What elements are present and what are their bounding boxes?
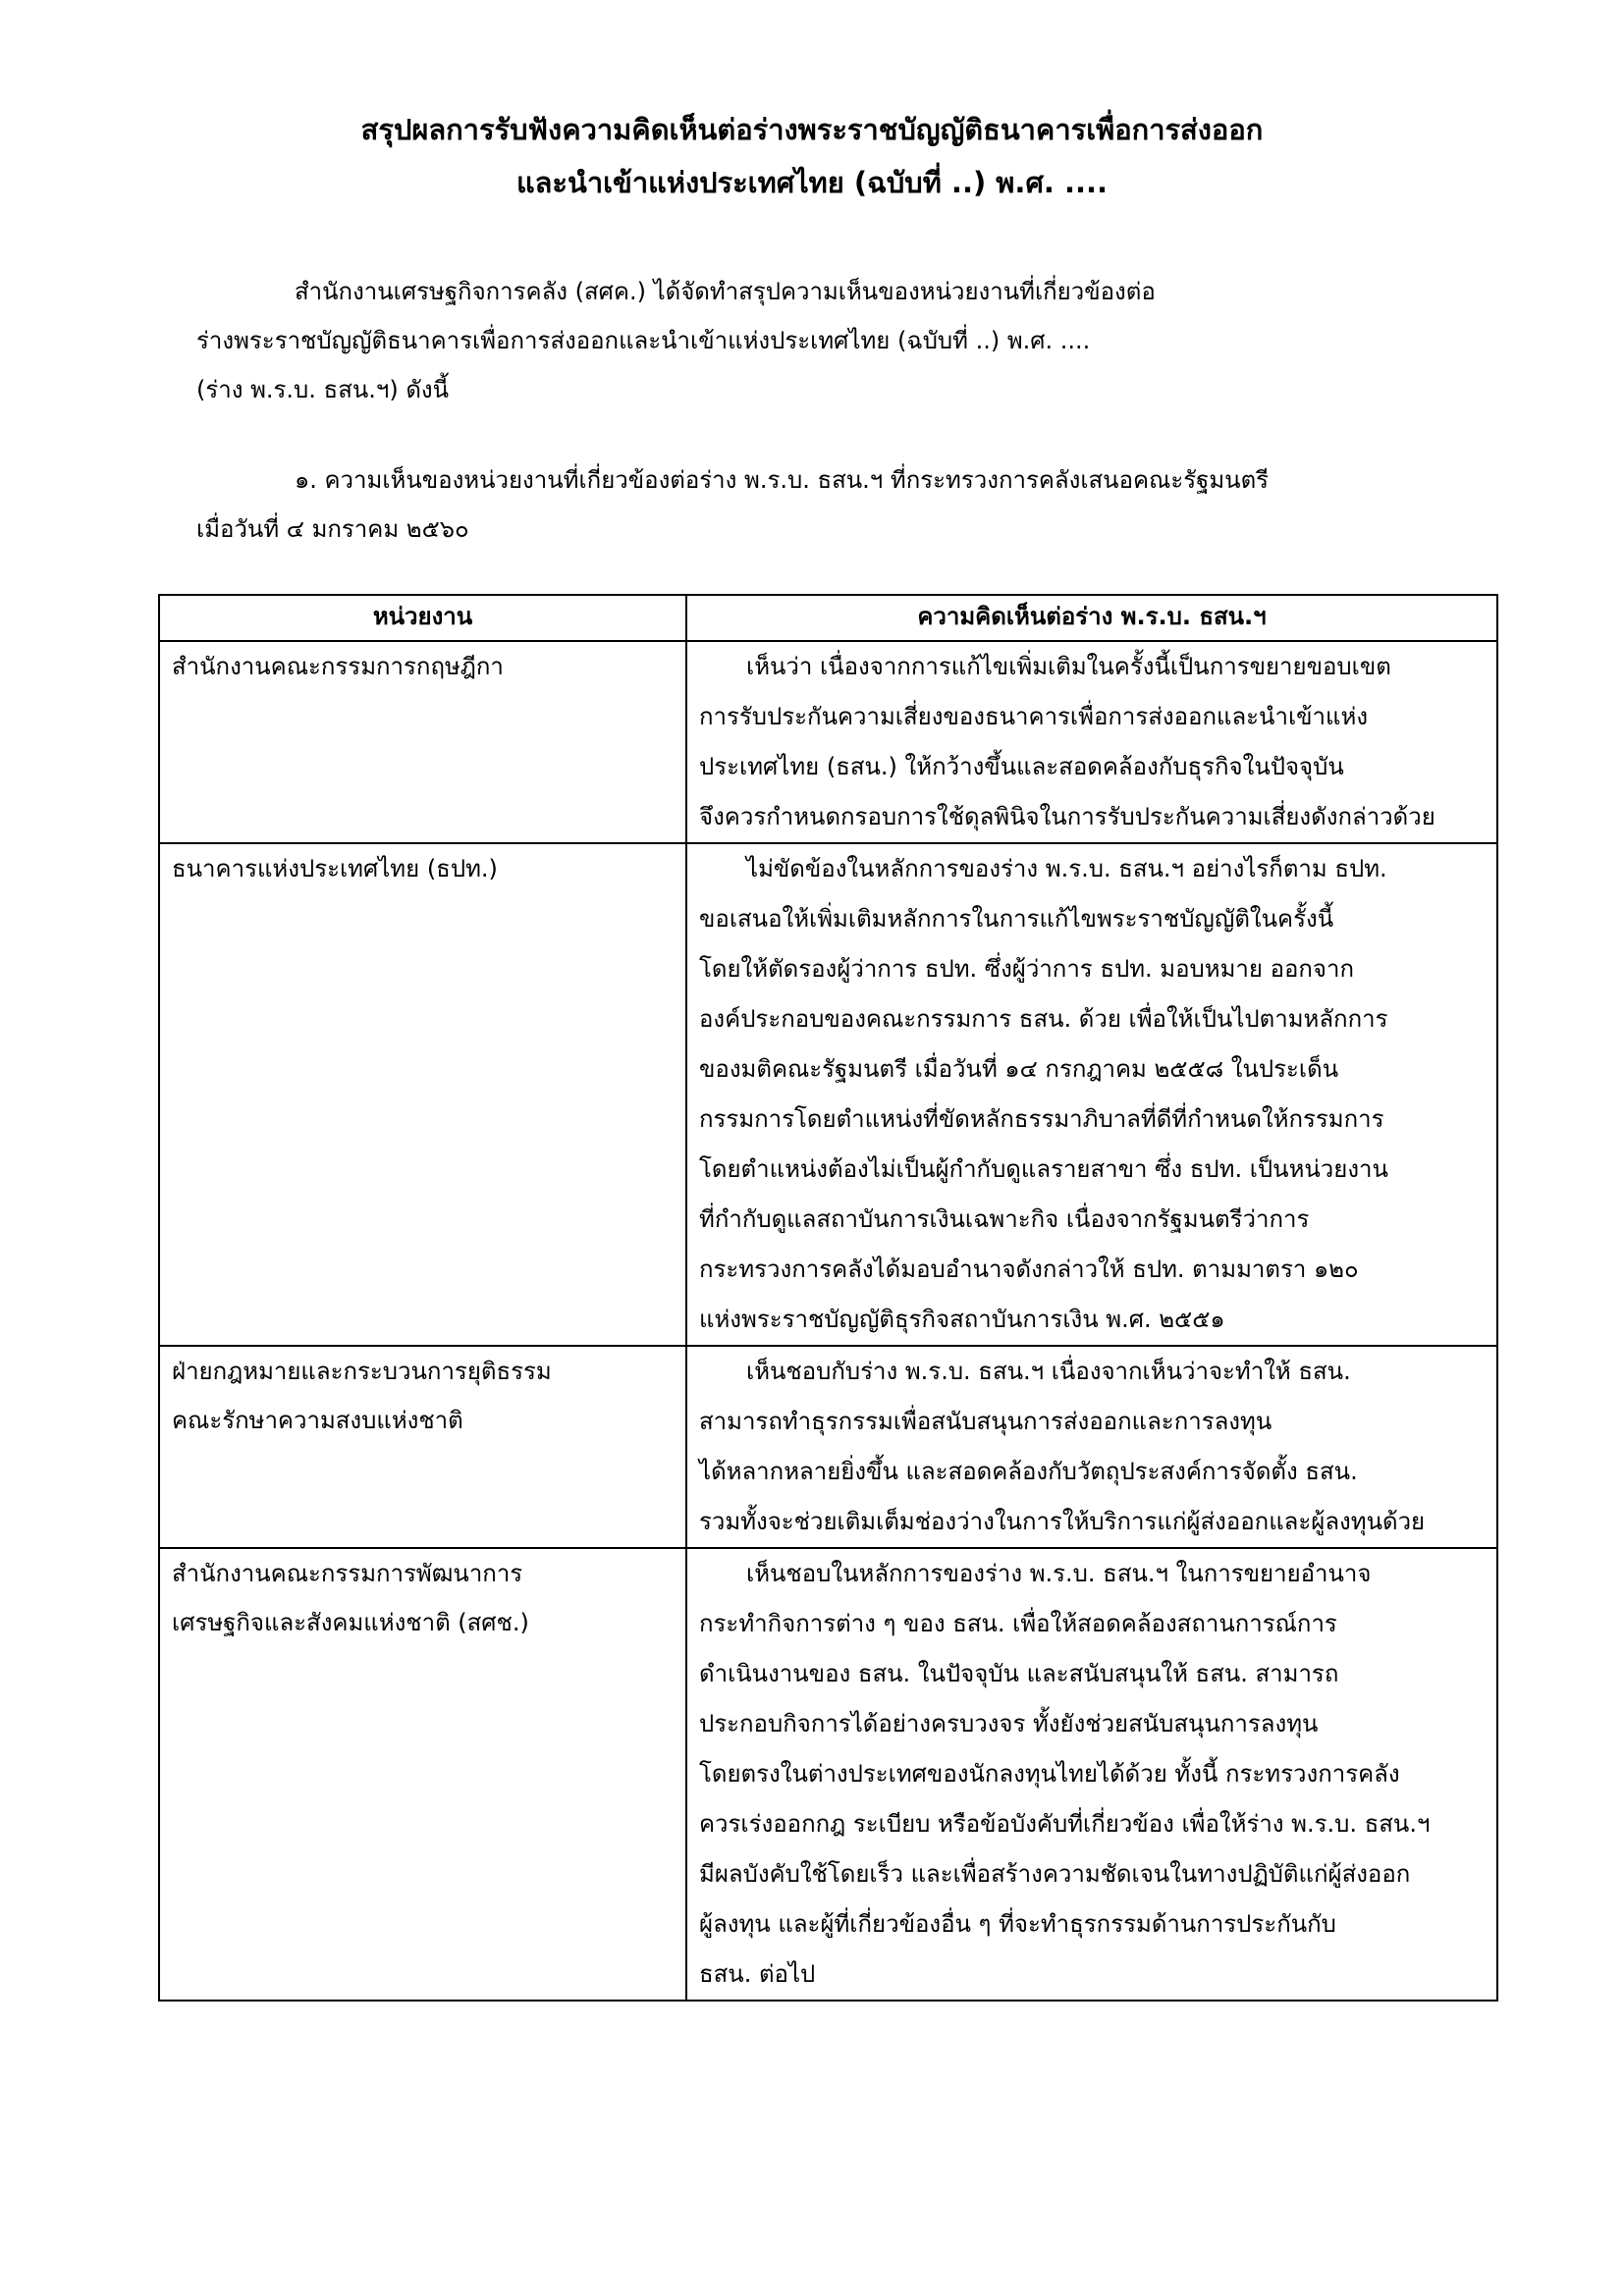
intro-line1: สำนักงานเศรษฐกิจการคลัง (สศค.) ได้จัดทำสรุปความเห็นของหน่วยงานที่เกี่ยวข้องต่อ bbox=[295, 278, 1156, 305]
opinion-cell bbox=[686, 1548, 1497, 2001]
opinion-line: ขอเสนอให้เพิ่มเติมหลักการในการแก้ไขพระราชบัญญัติในครั้งนี้ bbox=[699, 905, 1334, 933]
table-row bbox=[159, 843, 1497, 1346]
header-agency: หน่วยงาน bbox=[159, 595, 686, 641]
agency-cell bbox=[159, 641, 686, 843]
intro-line2: ร่างพระราชบัญญัติธนาคารเพื่อการส่งออกและนำเข้าแห่งประเทศไทย (ฉบับที่ ..) พ.ศ. .... bbox=[196, 327, 1091, 354]
opinion-line: โดยให้ตัดรองผู้ว่าการ ธปท. ซึ่งผู้ว่าการ ธปท. มอบหมาย ออกจาก bbox=[699, 955, 1354, 983]
agency-line: ธนาคารแห่งประเทศไทย (ธปท.) bbox=[172, 855, 498, 882]
opinion-line: ควรเร่งออกกฎ ระเบียบ หรือข้อบังคับที่เกี่ยวข้อง เพื่อให้ร่าง พ.ร.บ. ธสน.ฯ bbox=[699, 1810, 1431, 1838]
opinion-line: โดยตำแหน่งต้องไม่เป็นผู้กำกับดูแลรายสาขา ซึ่ง ธปท. เป็นหน่วยงาน bbox=[699, 1155, 1388, 1183]
opinion-line: มีผลบังคับใช้โดยเร็ว และเพื่อสร้างความชัดเจนในทางปฏิบัติแก่ผู้ส่งออก bbox=[699, 1860, 1411, 1888]
opinion-line: จึงควรกำหนดกรอบการใช้ดุลพินิจในการรับประกันความเสี่ยงดังกล่าวด้วย bbox=[699, 803, 1435, 830]
section1-line2: เมื่อวันที่ ๔ มกราคม ๒๕๖๐ bbox=[196, 515, 469, 543]
agency-line: สำนักงานคณะกรรมการกฤษฎีกา bbox=[172, 653, 504, 680]
opinions-table bbox=[158, 594, 1498, 2002]
agency-line: ฝ่ายกฎหมายและกระบวนการยุติธรรม bbox=[172, 1358, 552, 1385]
opinion-line: กระทำกิจการต่าง ๆ ของ ธสน. เพื่อให้สอดคล้องสถานการณ์การ bbox=[699, 1610, 1337, 1637]
section1-line1: ๑. ความเห็นของหน่วยงานที่เกี่ยวข้องต่อร่าง พ.ร.บ. ธสน.ฯ ที่กระทรวงการคลังเสนอคณะรัฐมนตรี bbox=[295, 466, 1270, 494]
opinion-line: ดำเนินงานของ ธสน. ในปัจจุบัน และสนับสนุนให้ ธสน. สามารถ bbox=[699, 1660, 1339, 1687]
opinion-line: ประเทศไทย (ธสน.) ให้กว้างขึ้นและสอดคล้องกับธุรกิจในปัจจุบัน bbox=[699, 753, 1344, 780]
agency-line: สำนักงานคณะกรรมการพัฒนาการ bbox=[172, 1560, 523, 1587]
opinion-line: เห็นชอบกับร่าง พ.ร.บ. ธสน.ฯ เนื่องจากเห็นว่าจะทำให้ ธสน. bbox=[746, 1358, 1351, 1385]
agency-cell bbox=[159, 843, 686, 1346]
table-row bbox=[159, 1548, 1497, 2001]
opinion-line: โดยตรงในต่างประเทศของนักลงทุนไทยได้ด้วย ทั้งนี้ กระทรวงการคลัง bbox=[699, 1760, 1400, 1788]
opinion-line: กระทรวงการคลังได้มอบอำนาจดังกล่าวให้ ธปท. ตามมาตรา ๑๒๐ bbox=[699, 1255, 1359, 1283]
opinion-line: ประกอบกิจการได้อย่างครบวงจร ทั้งยังช่วยสนับสนุนการลงทุน bbox=[699, 1710, 1319, 1737]
opinion-line: สามารถทำธุรกรรมเพื่อสนับสนุนการส่งออกและการลงทุน bbox=[699, 1408, 1272, 1435]
opinion-line: ไม่ขัดข้องในหลักการของร่าง พ.ร.บ. ธสน.ฯ อย่างไรก็ตาม ธปท. bbox=[746, 855, 1387, 882]
table-body bbox=[159, 641, 1497, 2001]
opinion-cell bbox=[686, 1346, 1497, 1548]
agency-cell bbox=[159, 1548, 686, 2001]
header-opinion: ความคิดเห็นต่อร่าง พ.ร.บ. ธสน.ฯ bbox=[686, 595, 1497, 641]
table-row bbox=[159, 1346, 1497, 1548]
opinion-line: รวมทั้งจะช่วยเติมเต็มช่องว่างในการให้บริการแก่ผู้ส่งออกและผู้ลงทุนด้วย bbox=[699, 1508, 1426, 1535]
table-row bbox=[159, 641, 1497, 843]
agency-cell bbox=[159, 1346, 686, 1548]
opinion-line: กรรมการโดยตำแหน่งที่ขัดหลักธรรมาภิบาลที่ดีที่กำหนดให้กรรมการ bbox=[699, 1105, 1384, 1133]
opinion-line: องค์ประกอบของคณะกรรมการ ธสน. ด้วย เพื่อให้เป็นไปตามหลักการ bbox=[699, 1005, 1388, 1033]
opinion-line: แห่งพระราชบัญญัติธุรกิจสถาบันการเงิน พ.ศ. ๒๕๕๑ bbox=[699, 1306, 1225, 1333]
agency-line: เศรษฐกิจและสังคมแห่งชาติ (สศช.) bbox=[172, 1609, 529, 1636]
agency-line: คณะรักษาความสงบแห่งชาติ bbox=[172, 1407, 463, 1434]
opinion-line: ธสน. ต่อไป bbox=[699, 1960, 816, 1988]
document-title-line2: และนำเข้าแห่งประเทศไทย (ฉบับที่ ..) พ.ศ. .... bbox=[515, 166, 1109, 199]
table-header-row bbox=[159, 595, 1497, 641]
document-title-line1: สรุปผลการรับฟังความคิดเห็นต่อร่างพระราชบัญญัติธนาคารเพื่อการส่งออก bbox=[360, 113, 1264, 146]
opinion-line: เห็นชอบในหลักการของร่าง พ.ร.บ. ธสน.ฯ ในการขยายอำนาจ bbox=[746, 1560, 1372, 1587]
opinion-cell bbox=[686, 641, 1497, 843]
opinion-line: ผู้ลงทุน และผู้ที่เกี่ยวข้องอื่น ๆ ที่จะทำธุรกรรมด้านการประกันกับ bbox=[699, 1910, 1336, 1938]
opinion-cell bbox=[686, 843, 1497, 1346]
intro-line3: (ร่าง พ.ร.บ. ธสน.ฯ) ดังนี้ bbox=[196, 376, 450, 403]
opinion-line: เห็นว่า เนื่องจากการแก้ไขเพิ่มเติมในครั้งนี้เป็นการขยายขอบเขต bbox=[746, 653, 1391, 680]
opinion-line: ที่กำกับดูแลสถาบันการเงินเฉพาะกิจ เนื่องจากรัฐมนตรีว่าการ bbox=[699, 1205, 1310, 1233]
opinion-line: การรับประกันความเสี่ยงของธนาคารเพื่อการส่งออกและนำเข้าแห่ง bbox=[699, 703, 1369, 730]
opinion-line: ของมติคณะรัฐมนตรี เมื่อวันที่ ๑๔ กรกฎาคม ๒๕๕๘ ในประเด็น bbox=[699, 1055, 1339, 1083]
opinion-line: ได้หลากหลายยิ่งขึ้น และสอดคล้องกับวัตถุประสงค์การจัดตั้ง ธสน. bbox=[699, 1458, 1358, 1485]
